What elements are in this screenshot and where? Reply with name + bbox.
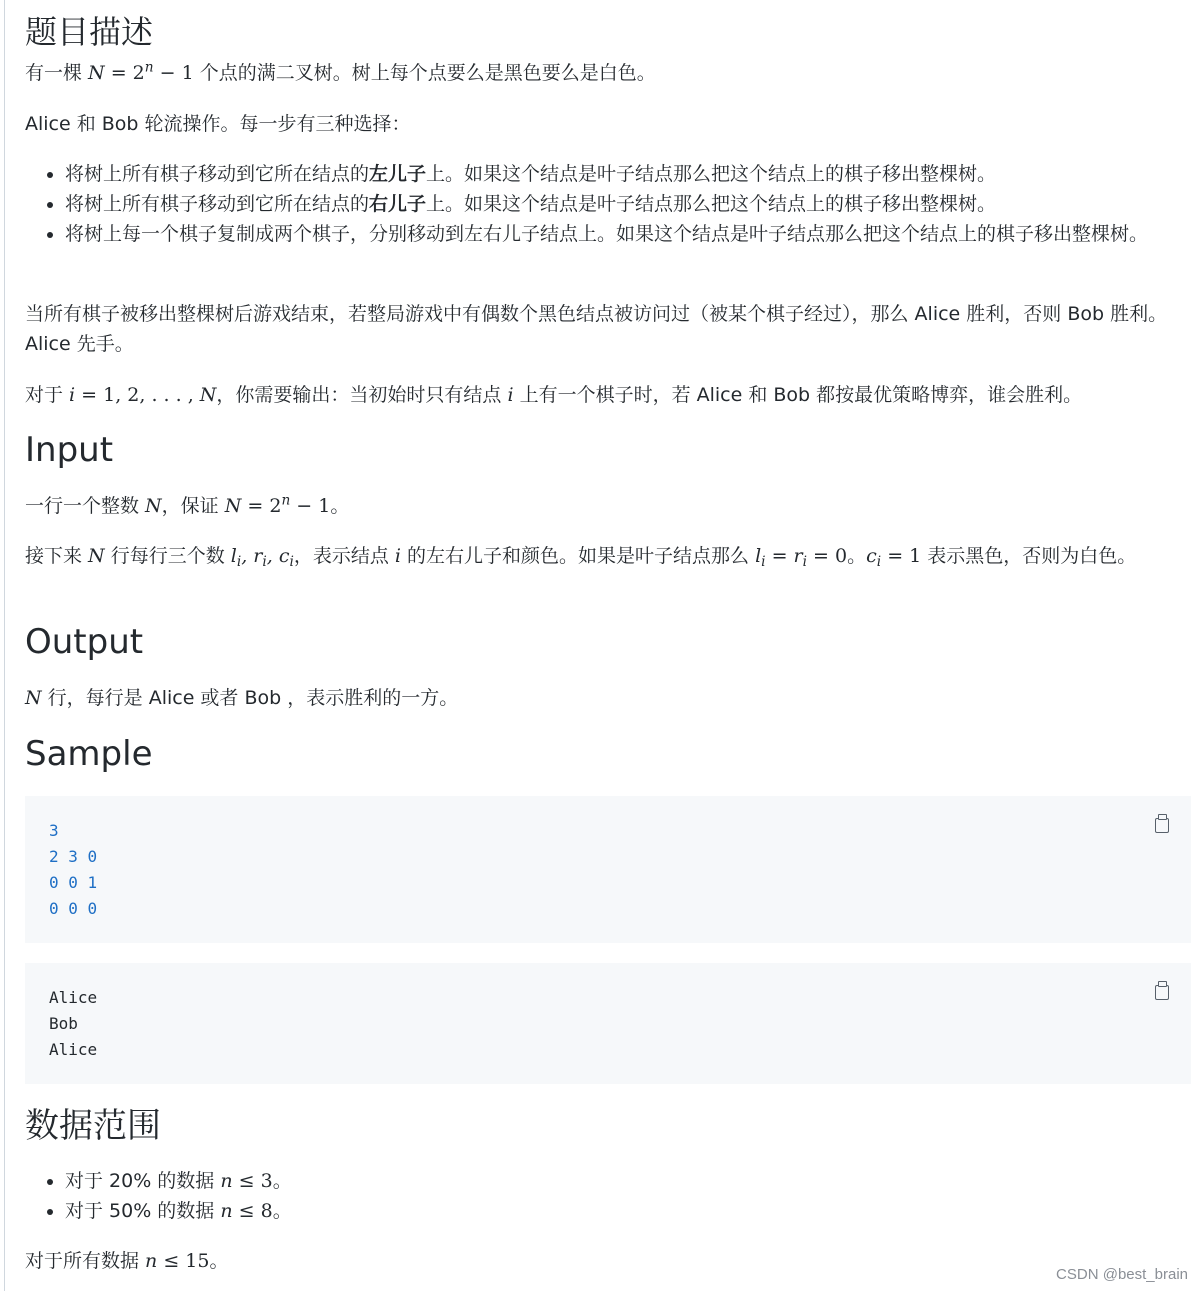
sample-output-code: Alice Bob Alice: [49, 988, 98, 1059]
sample-input-code: 3 2 3 0 0 0 1 0 0 0: [49, 821, 98, 918]
input-heading: Input: [25, 430, 114, 470]
copy-icon[interactable]: [1155, 985, 1169, 1000]
turns-paragraph: Alice 和 Bob 轮流操作。每一步有三种选择：: [25, 113, 411, 135]
end-rule-paragraph: 当所有棋子被移出整棵树后游戏结束，若整局游戏中有偶数个黑色结点被访问过（被某个棋子经过），那么 Alice 胜利，否则 Bob 胜利。Alice 先手。: [25, 303, 1168, 355]
watermark: CSDN @best_brain: [1056, 1266, 1188, 1283]
question-paragraph: 对于 i = 1, 2, . . . , N，你需要输出：当初始时只有结点 i 上有一个棋子时，若 Alice 和 Bob 都按最优策略博弈，谁会胜利。: [25, 384, 1083, 406]
title-heading: 题目描述: [25, 13, 154, 51]
output-paragraph: N 行，每行是 Alice 或者 Bob ，表示胜利的一方。: [25, 687, 459, 709]
math-formula: N: [88, 62, 105, 84]
list-item: • 对于 20% 的数据 n ≤ 3。: [65, 1166, 1185, 1196]
list-item: • 将树上所有棋子移动到它所在结点的右儿子上。如果这个结点是叶子结点那么把这个结点上的棋子移出整棵树。: [65, 189, 1185, 219]
list-item: • 对于 50% 的数据 n ≤ 8。: [65, 1196, 1185, 1226]
sample-heading: Sample: [25, 734, 153, 774]
range-all-paragraph: 对于所有数据 n ≤ 15。: [25, 1250, 229, 1272]
sample-output-block: [25, 963, 1191, 1084]
options-list: [25, 159, 1185, 249]
list-item: • 将树上所有棋子移动到它所在结点的左儿子上。如果这个结点是叶子结点那么把这个结点上的棋子移出整棵树。: [65, 159, 1185, 189]
intro-paragraph: 有一棵 $N = 2^n - 1$ 个点的满二叉树。树上每个点要么是黑色要么是白色。: [25, 59, 656, 84]
content-left-border: [4, 0, 5, 1291]
list-item: • 将树上每一个棋子复制成两个棋子，分别移动到左右儿子结点上。如果这个结点是叶子结点那么把这个结点上的棋子移出整棵树。: [65, 219, 1185, 249]
range-heading: 数据范围: [25, 1106, 161, 1146]
range-list: [25, 1166, 1185, 1226]
input-line-2: 接下来 N 行每行三个数 $l_i$, $r_i$, $c_i$，表示结点 i 的左右儿子和颜色。如果是叶子结点那么 $l_i = r_i = 0$。$c_i = 1$ 表示黑色，否则为白色。: [25, 545, 1137, 571]
input-line-1: 一行一个整数 N，保证 $N = 2^n - 1$。: [25, 492, 350, 517]
sample-input-block: [25, 796, 1191, 943]
output-heading: Output: [25, 622, 144, 662]
copy-icon[interactable]: [1155, 818, 1169, 833]
